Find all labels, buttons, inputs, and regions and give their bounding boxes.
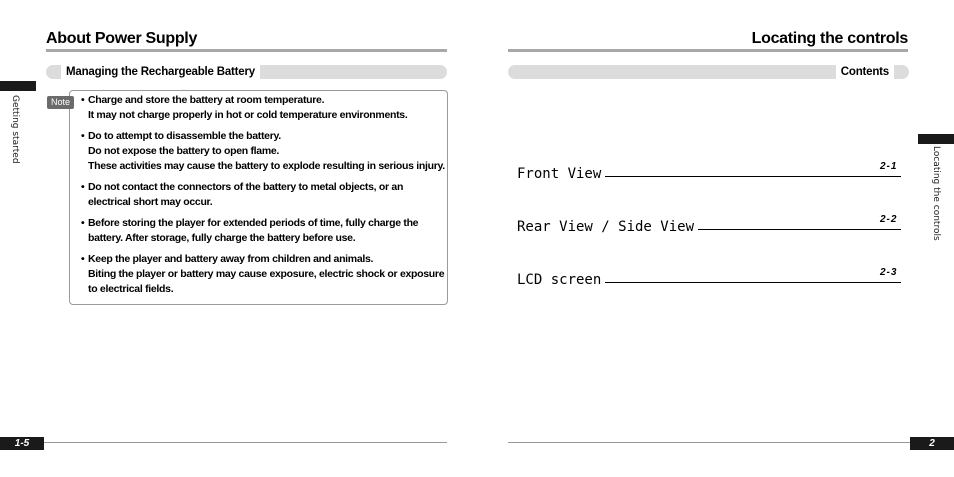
toc-item-front-view[interactable]: Front View xyxy=(517,166,605,182)
right-title-rule xyxy=(508,49,908,52)
left-section-label: Managing the Rechargeable Battery xyxy=(61,65,260,79)
bullet-icon: • xyxy=(81,181,85,193)
toc-leader-line xyxy=(590,176,901,177)
right-side-tab xyxy=(918,134,954,144)
note-box xyxy=(69,90,448,305)
right-page-title: Locating the controls xyxy=(751,30,908,47)
note-item: • Keep the player and battery away from children and animals. Biting the player or battery may cause exposure, electric shock or exposure to electrical fields. xyxy=(81,253,445,295)
toc-item-lcd-screen[interactable]: LCD screen xyxy=(517,272,605,288)
left-footer-rule xyxy=(44,442,447,443)
left-side-tab-label: Getting started xyxy=(10,95,20,164)
note-badge: Note xyxy=(47,96,74,109)
bullet-icon: • xyxy=(81,217,85,229)
bullet-icon: • xyxy=(81,130,85,142)
bullet-icon: • xyxy=(81,94,85,106)
right-page-number: 2 xyxy=(910,437,954,450)
note-item: • Before storing the player for extended periods of time, fully charge the battery. After storage, fully charge the battery before use. xyxy=(81,217,419,244)
toc-item-rear-side-view[interactable]: Rear View / Side View xyxy=(517,219,698,235)
right-footer-rule xyxy=(508,442,910,443)
note-item: • Do not contact the connectors of the battery to metal objects, or an electrical short may occur. xyxy=(81,181,404,208)
bullet-icon: • xyxy=(81,253,85,265)
right-side-tab-label: Locating the controls xyxy=(931,146,941,241)
left-page-title: About Power Supply xyxy=(46,30,198,47)
note-item: • Charge and store the battery at room temperature. It may not charge properly in hot or cold temperature environments. xyxy=(81,94,408,121)
toc-page-number: 2-1 xyxy=(880,161,898,172)
note-item: • Do to attempt to disassemble the battery. Do not expose the battery to open flame. These activities may cause the battery to explode resulting in serious injury. xyxy=(81,130,445,172)
toc-leader-line xyxy=(590,282,901,283)
toc-page-number: 2-2 xyxy=(880,214,898,225)
toc-page-number: 2-3 xyxy=(880,267,898,278)
right-section-label: Contents xyxy=(836,65,894,79)
left-page-number: 1-5 xyxy=(0,437,44,450)
left-side-tab xyxy=(0,81,36,91)
left-title-rule xyxy=(46,49,447,52)
